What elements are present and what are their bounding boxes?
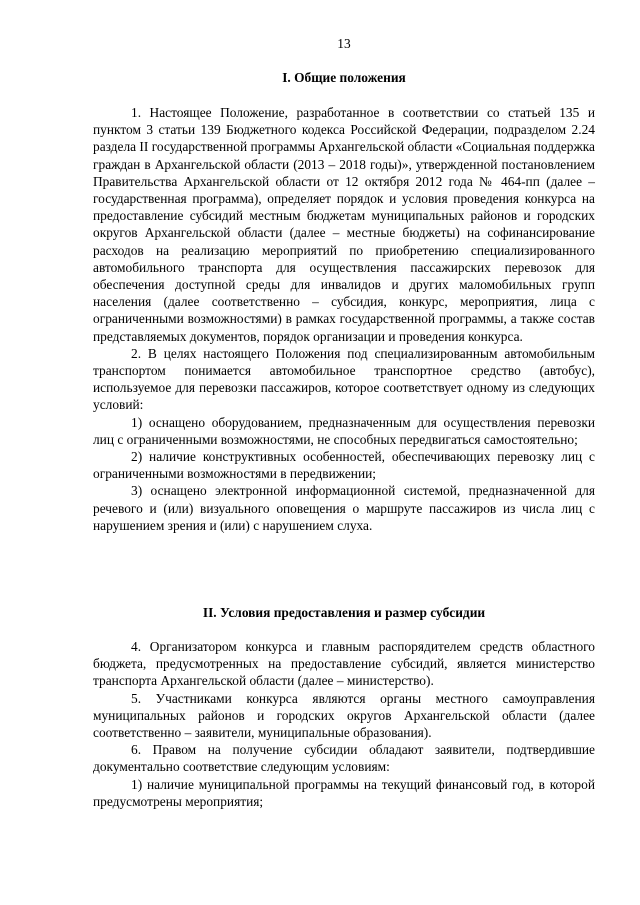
paragraph-1: 1. Настоящее Положение, разработанное в соответствии со статьей 135 и пунктом 3 статьи 139 Бюджетного кодекса Российской Федерации, подразделом 2.24 раздела II государственной программы Архангельской области «Социальная поддержка граждан в Архангельской области (2013 – 2018 годы)», утвержденной постановлением Правительства Архангельской области от 12 октября 2012 года № 464-пп (далее – государственная программа), определяет порядок и условия проведения конкурса на предоставление субсидий местным бюджетам муниципальных районов и городских округов Архангельской области (далее – местные бюджеты) на софинансирование расходов на реализацию мероприятий по приобретению специализированного автомобильного транспорта для осуществления пассажирских перевозок для обеспечения доступной среды для инвалидов и других маломобильных групп населения (далее соответственно – субсидия, конкурс, мероприятия, лица с ограниченными возможностями) в рамках государственной программы, а также состав представляемых документов, порядок организации и проведения конкурса. [93, 105, 595, 344]
paragraph-6-item-1: 1) наличие муниципальной программы на текущий финансовый год, в которой предусмотрены мероприятия; [93, 776, 595, 809]
page-number: 13 [337, 36, 351, 51]
paragraph-2-item-1: 1) оснащено оборудованием, предназначенным для осуществления перевозки лиц с ограниченными возможностями, не способных передвигаться самостоятельно; [93, 414, 595, 447]
section-body-1 [93, 104, 595, 534]
paragraph-4: 4. Организатором конкурса и главным распорядителем средств областного бюджета, предусмотренных на предоставление субсидий, является министерство транспорта Архангельской области (далее – министерство). [93, 639, 595, 689]
paragraph-6: 6. Правом на получение субсидии обладают заявители, подтвердившие документально соответствие следующим условиям: [93, 742, 595, 775]
paragraph-2-item-3: 3) оснащено электронной информационной системой, предназначенной для речевого и (или) визуального оповещения о маршруте пассажиров из числа лиц с нарушением зрения и (или) с нарушением слуха. [93, 483, 595, 533]
section-body-2 [93, 638, 595, 810]
section-heading-1: I. Общие положения [282, 70, 406, 85]
section-heading-2: II. Условия предоставления и размер субсидии [202, 605, 486, 620]
paragraph-5: 5. Участниками конкурса являются органы местного самоуправления муниципальных районов и городских округов Архангельской области (далее соответственно – заявители, муниципальные образования). [93, 690, 595, 741]
paragraph-2: 2. В целях настоящего Положения под специализированным автомобильным транспортом понимается автомобильное транспортное средство (автобус), используемое для перевозки пассажиров, которое соответствует одному из следующих условий: [93, 345, 595, 413]
paragraph-2-item-2: 2) наличие конструктивных особенностей, обеспечивающих перевозку лиц с ограниченными возможностями в передвижении; [93, 449, 595, 482]
